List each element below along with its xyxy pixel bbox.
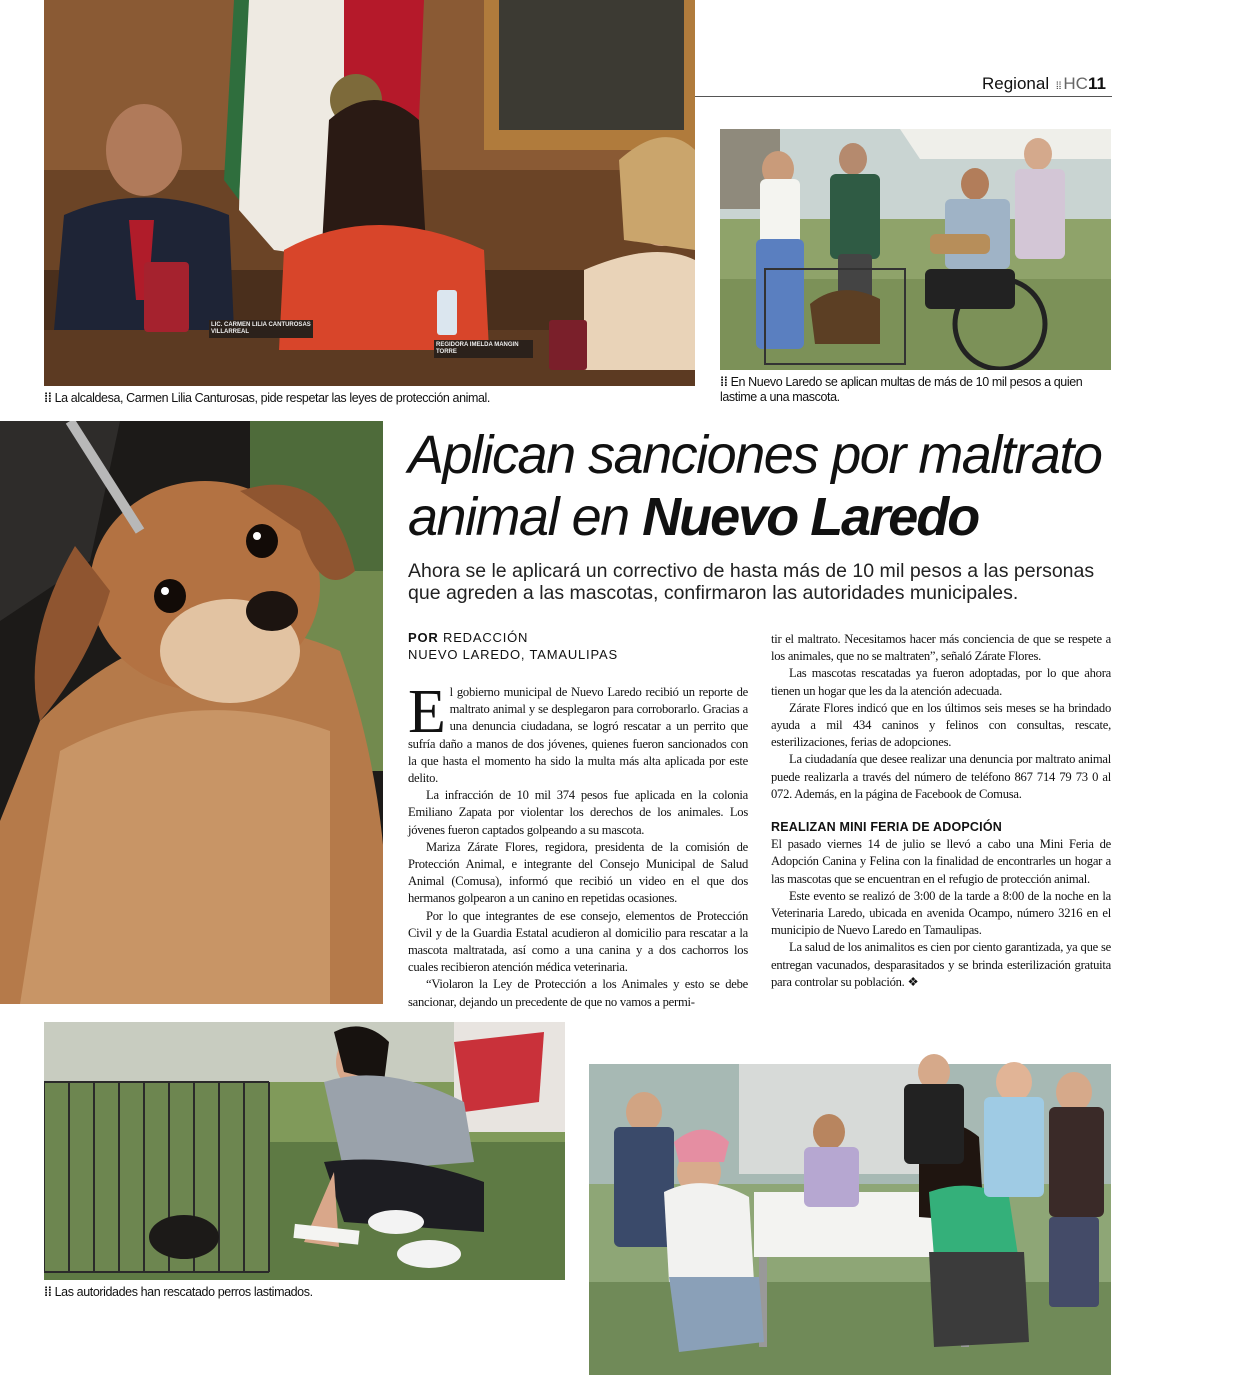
byline: [408, 629, 618, 663]
paragraph-text: l gobierno municipal de Nuevo Laredo recibió un reporte de maltrato animal y se desplegaron para corroborarlo. Gracias a una denuncia ciudadana, se logró rescatar a un perrito que sufría daño a manos de dos jóvenes, quienes fueron sancionados con la que hasta el momento ha sido la multa más alta aplicada por este delito.: [408, 685, 748, 786]
page-number: 11: [1087, 74, 1106, 93]
article-column-1: [408, 678, 748, 1011]
brand-name: HC: [1063, 74, 1088, 93]
caption-text: Las autoridades han rescatado perros lastimados.: [54, 1285, 313, 1299]
byline-label: POR: [408, 630, 439, 645]
paragraph: tir el maltrato. Necesitamos hacer más conciencia de que se respete a los animales, que no se maltraten”, señaló Zárate Flores.: [771, 632, 1111, 664]
paragraph: La infracción de 10 mil 374 pesos fue aplicada en la colonia Emiliano Zapata por violentar los derechos de los animales. Los jóvenes fueron captados golpeando a su mascota.: [408, 788, 748, 837]
paragraph: Las mascotas rescatadas ya fueron adoptadas, por lo que ahora tienen un hogar que les da la atención adecuada.: [771, 666, 1111, 698]
subheading: REALIZAN MINI FERIA DE ADOPCIÓN: [771, 820, 1002, 835]
headline-bold: Nuevo Laredo: [642, 487, 979, 547]
paragraph: El pasado viernes 14 de julio se llevó a cabo una Mini Feria de Adopción Canina y Felina con la finalidad de encontrarles un hogar a las mascotas que se encuentran en el refugio de protección animal.: [771, 837, 1111, 886]
byline-author: REDACCIÓN: [443, 630, 529, 645]
deck: Ahora se le aplicará un correctivo de hasta más de 10 mil pesos a las personas que agreden a las mascotas, confirmaron las autoridades municipales.: [408, 560, 1095, 604]
headline: [408, 424, 1128, 548]
caption-marker-icon: ⁞⁞: [720, 375, 728, 389]
paragraph: Mariza Zárate Flores, regidora, presidenta de la comisión de Protección Animal, e integrante del Consejo Municipal de Salud Animal (Comusa), informó que recibió un video en el que dos hermanos golpearon a un canino en repetidas ocasiones.: [408, 839, 748, 906]
caption-top-right: [720, 375, 1100, 405]
nameplate-2: REGIDORA IMELDA MANGIN TORRE: [434, 340, 533, 358]
caption-text: La alcaldesa, Carmen Lilia Canturosas, pide respetar las leyes de protección animal.: [54, 391, 491, 405]
nameplate-1: LIC. CARMEN LILIA CANTUROSAS VILLARREAL: [209, 320, 313, 338]
photo-adoption-fair-wheelchair: [720, 129, 1111, 370]
paragraph: “Violaron la Ley de Protección a los Animales y esto se debe sancionar, dejando un precedente de que no vamos a permi-: [408, 977, 748, 1009]
caption-top-left: [44, 391, 704, 406]
caption-bottom-left: [44, 1285, 564, 1300]
photo-adoption-registration: [589, 1022, 1111, 1375]
byline-location: NUEVO LAREDO, TAMAULIPAS: [408, 647, 618, 662]
photo-woman-puppy-cage: [44, 1022, 565, 1280]
caption-text: En Nuevo Laredo se aplican multas de más de 10 mil pesos a quien lastime a una mascota.: [720, 375, 1083, 404]
paragraph: La salud de los animalitos es cien por ciento garantizada, ya que se entregan vacunados, desparasitados y se brinda esterilización gratuita para controlar su población. ❖: [771, 940, 1111, 989]
paragraph: [408, 678, 748, 787]
dropcap: E: [408, 678, 446, 746]
paragraph: Por lo que integrantes de ese consejo, elementos de Protección Civil y de la Guardia Estatal acudieron al domicilio para rescatar a la mascota maltratada, así como a una canina y a dos cachorros los cuales recibieron atención médica veterinaria.: [408, 908, 748, 975]
section-name: Regional: [982, 74, 1050, 93]
article-column-2: [771, 631, 1111, 991]
headline-light: Aplican sanciones por maltrato animal en: [408, 425, 1102, 547]
paragraph: La ciudadanía que desee realizar una denuncia por maltrato animal puede realizarla a través del número de teléfono 867 714 79 73 0 al 072. Además, en la página de Facebook de Comusa.: [771, 752, 1111, 801]
photo-council-meeting: [44, 0, 695, 386]
paragraph: Este evento se realizó de 3:00 de la tarde a 8:00 de la noche en la Veterinaria Laredo, ubicada en avenida Ocampo, número 3216 en el municipio de Nuevo Laredo en Tamaulipas.: [771, 888, 1111, 938]
caption-marker-icon: ⁞⁞: [44, 391, 52, 405]
caption-marker-icon: ⁞⁞: [44, 1285, 52, 1299]
dots-icon: ⁞⁞: [1055, 81, 1062, 92]
paragraph: Zárate Flores indicó que en los últimos seis meses se ha brindado ayuda a mil 434 caninos y felinos con consultas, rescate, esterilizaciones, ferias de adopciones.: [771, 700, 1111, 750]
section-header: [982, 74, 1106, 94]
photo-puppy: [0, 421, 383, 1004]
